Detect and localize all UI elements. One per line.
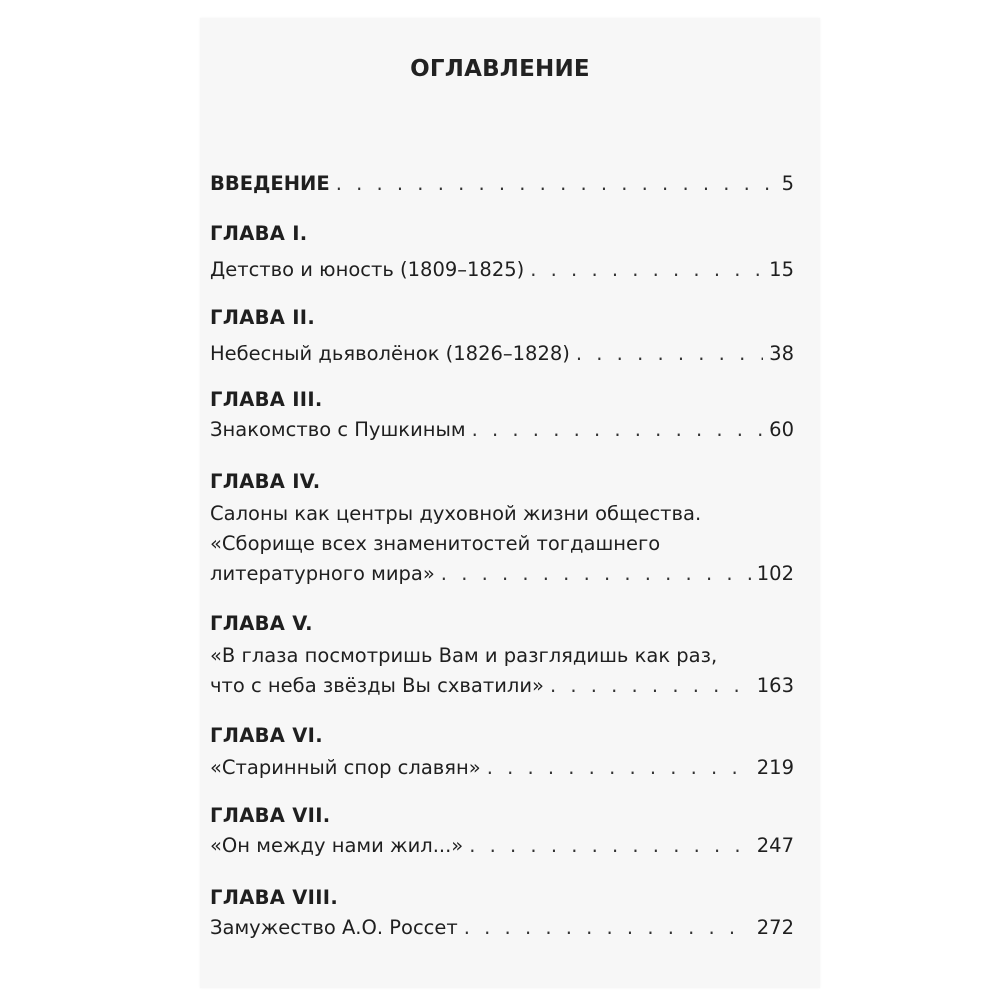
toc-entry [210, 916, 794, 939]
chapter-heading: ГЛАВА II. [210, 306, 316, 329]
toc-entry-title-line: «В глаза посмотришь Вам и разглядишь как раз, [210, 644, 718, 667]
toc-entry [210, 342, 794, 365]
toc-entry-title-line: Салоны как центры духовной жизни общества. [210, 502, 702, 525]
chapter-heading: ГЛАВА VIII. [210, 886, 339, 909]
toc-page-number: 38 [769, 342, 794, 365]
toc-page-number: 219 [756, 756, 794, 779]
toc-entry-title-line: что с неба звёзды Вы схватили» [210, 674, 544, 697]
toc-entry-title: Замужество А.О. Россет [210, 916, 458, 939]
toc-entry [210, 834, 794, 857]
page-title: ОГЛАВЛЕНИЕ [410, 56, 590, 82]
toc-leader-dots [441, 562, 751, 585]
toc-entry-title: «Он между нами жил...» [210, 834, 464, 857]
toc-entry [210, 258, 794, 281]
chapter-heading: ГЛАВА I. [210, 222, 308, 245]
toc-entry-title: Небесный дьяволёнок (1826–1828) [210, 342, 570, 365]
toc-page-number: 272 [756, 916, 794, 939]
toc-leader-dots [530, 258, 763, 281]
toc-entry [210, 756, 794, 779]
toc-leader-dots [550, 674, 751, 697]
toc-page-number: 163 [756, 674, 794, 697]
toc-leader-dots [464, 916, 751, 939]
toc-leader-dots [487, 756, 751, 779]
toc-leader-dots [469, 834, 751, 857]
toc-entry-title-line: «Сборище всех знаменитостей тогдашнего [210, 532, 661, 555]
toc-entry [210, 674, 794, 697]
toc-page-number: 15 [769, 258, 794, 281]
toc-entry-label: ВВЕДЕНИЕ [210, 172, 330, 195]
toc-page-number: 247 [756, 834, 794, 857]
toc-entry [210, 418, 794, 441]
toc-entry-intro [210, 172, 794, 195]
toc-page-number: 102 [756, 562, 794, 585]
toc-entry-title: «Старинный спор славян» [210, 756, 481, 779]
chapter-heading: ГЛАВА III. [210, 388, 323, 411]
toc-page-number: 60 [769, 418, 794, 441]
chapter-heading: ГЛАВА VI. [210, 724, 323, 747]
toc-entry-title-line: литературного мира» [210, 562, 435, 585]
chapter-heading: ГЛАВА V. [210, 612, 313, 635]
toc-leader-dots [336, 172, 776, 195]
toc-entry-title: Знакомство с Пушкиным [210, 418, 466, 441]
toc-entry [210, 562, 794, 585]
toc-leader-dots [472, 418, 764, 441]
toc-leader-dots [576, 342, 763, 365]
chapter-heading: ГЛАВА VII. [210, 804, 331, 827]
toc-page-number: 5 [781, 172, 794, 195]
chapter-heading: ГЛАВА IV. [210, 470, 321, 493]
toc-entry-title: Детство и юность (1809–1825) [210, 258, 525, 281]
